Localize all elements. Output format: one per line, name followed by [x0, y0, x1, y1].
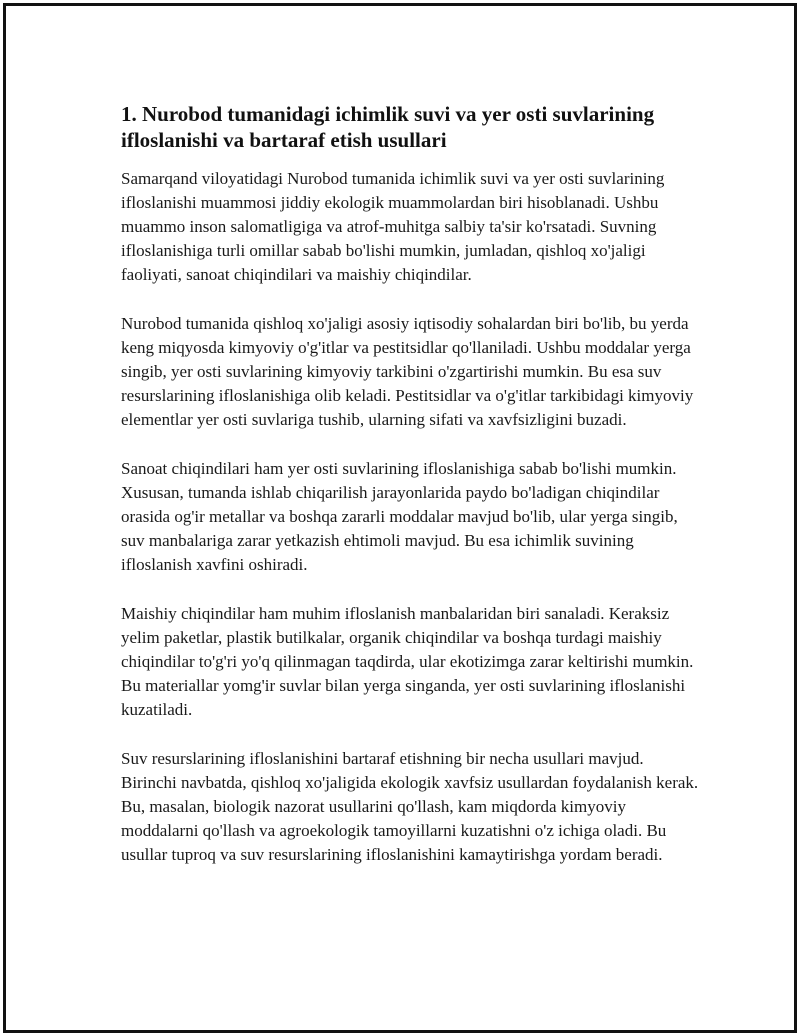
paragraph-5: Suv resurslarining ifloslanishini bartaraf etishning bir necha usullari mavjud. Birinchi navbatda, qishloq xo'jaligida ekologik xavfsiz usullardan foydalanish kerak. Bu, masalan, biologik nazorat usullarini qo'llash, kam miqdorda kimyoviy moddalarni qo'llash va agroekologik tamoyillarni kuzatishni o'z ichiga oladi. Bu usullar tuproq va suv resurslarining ifloslanishini kamaytirishga yordam beradi. — [121, 749, 699, 864]
page-frame — [3, 3, 797, 1033]
document-title: 1. Nurobod tumanidagi ichimlik suvi va yer osti suvlarining ifloslanishi va bartaraf etish usullari — [121, 102, 655, 152]
document-body — [121, 101, 701, 892]
paragraph-3: Sanoat chiqindilari ham yer osti suvlarining ifloslanishiga sabab bo'lishi mumkin. Xususan, tumanda ishlab chiqarilish jarayonlarida paydo bo'ladigan chiqindilar orasida og'ir metallar va boshqa zararli moddalar mavjud bo'lib, ular yerga singib, suv manbalariga zarar yetkazish ehtimoli mavjud. Bu esa ichimlik suvining ifloslanish xavfini oshiradi. — [121, 459, 678, 574]
paragraph-2: Nurobod tumanida qishloq xo'jaligi asosiy iqtisodiy sohalardan biri bo'lib, bu yerda keng miqyosda kimyoviy o'g'itlar va pestitsidlar qo'llaniladi. Ushbu moddalar yerga singib, yer osti suvlarining kimyoviy tarkibini o'zgartirishi mumkin. Bu esa suv resurslarining ifloslanishiga olib keladi. Pestitsidlar va o'g'itlar tarkibidagi kimyoviy elementlar yer osti suvlariga tushib, ularning sifati va xavfsizligini buzadi. — [121, 314, 694, 429]
paragraph-4: Maishiy chiqindilar ham muhim ifloslanish manbalaridan biri sanaladi. Keraksiz yelim paketlar, plastik butilkalar, organik chiqindilar va boshqa turdagi maishiy chiqindilar to'g'ri yo'q qilinmagan taqdirda, ular ekotizimga zarar keltirishi mumkin. Bu materiallar yomg'ir suvlar bilan yerga singanda, yer osti suvlarining ifloslanishi kuzatiladi. — [121, 604, 694, 719]
paragraph-1: Samarqand viloyatidagi Nurobod tumanida ichimlik suvi va yer osti suvlarining ifloslanishi muammosi jiddiy ekologik muammolardan biri hisoblanadi. Ushbu muammo inson salomatligiga va atrof-muhitga salbiy ta'sir ko'rsatadi. Suvning ifloslanishiga turli omillar sabab bo'lishi mumkin, jumladan, qishloq xo'jaligi faoliyati, sanoat chiqindilari va maishiy chiqindilar. — [121, 169, 665, 284]
